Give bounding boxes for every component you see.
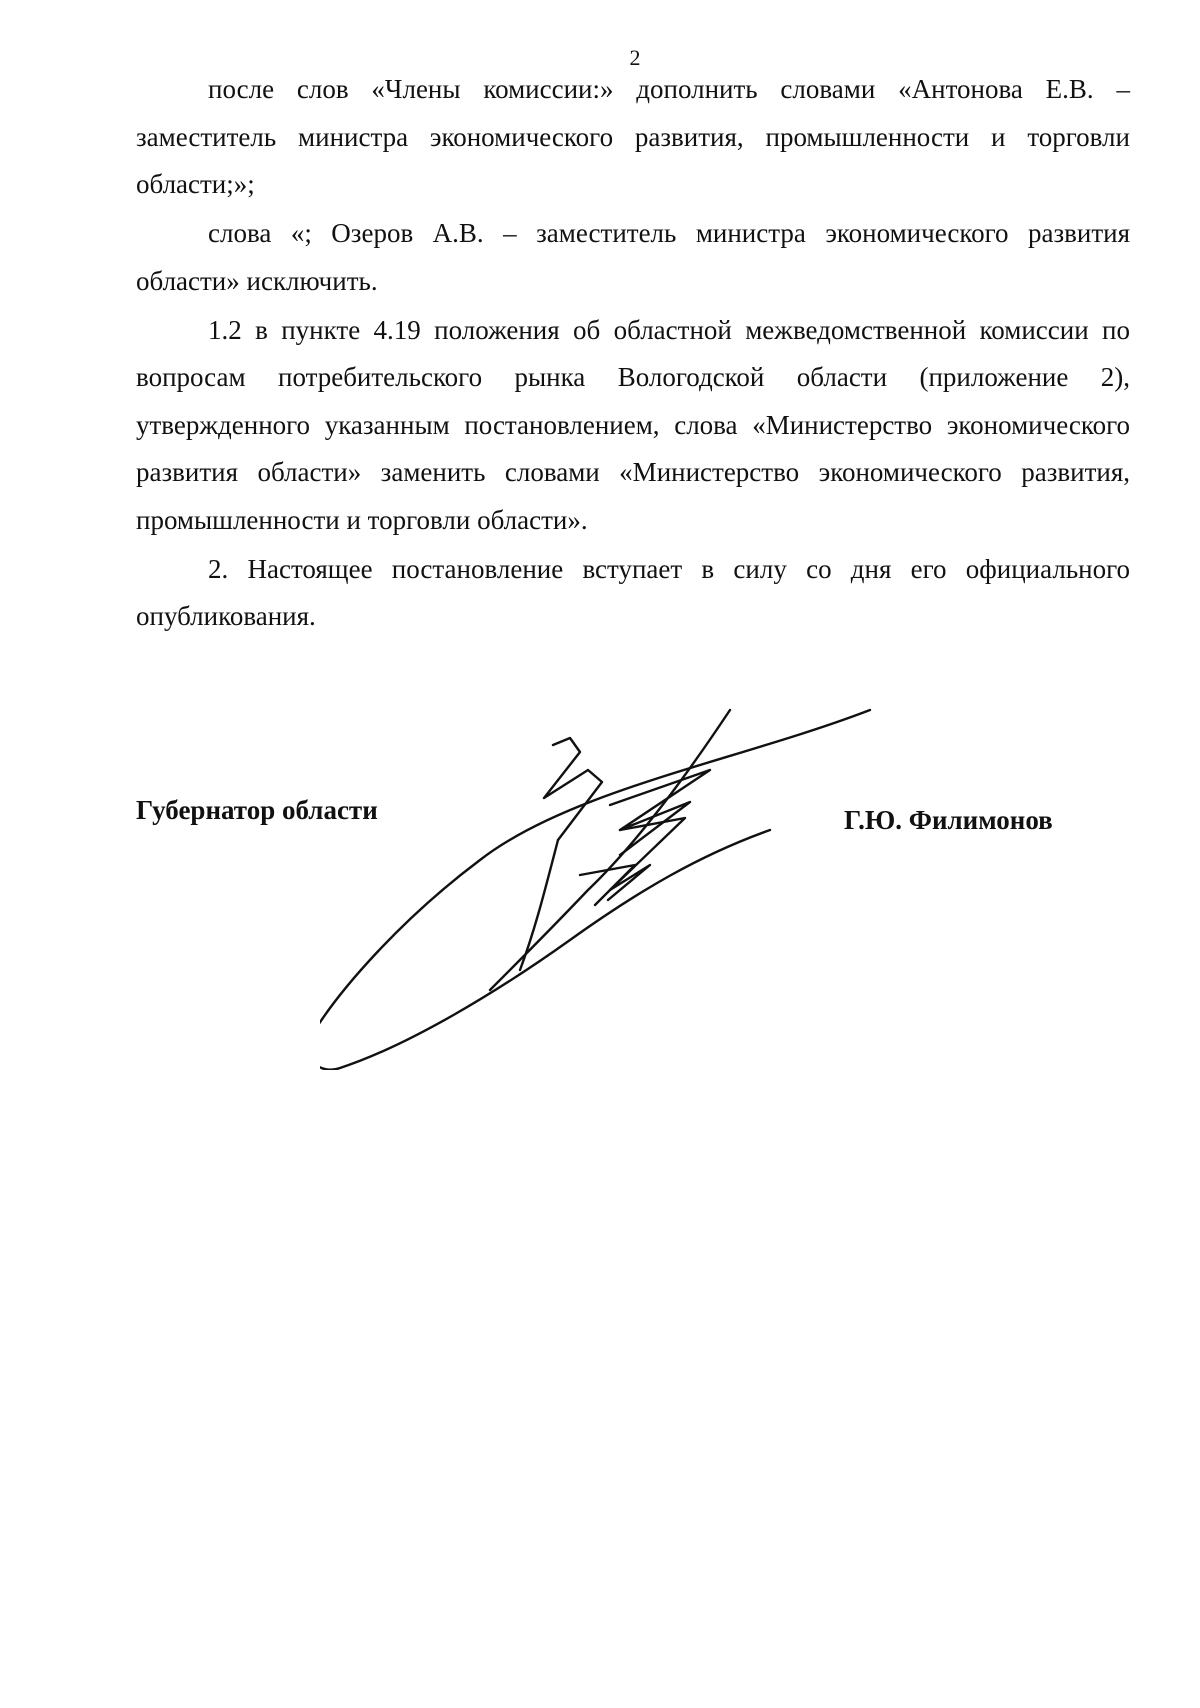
signatory-title: Губернатор области (136, 795, 378, 825)
document-body (136, 66, 1130, 641)
handwritten-signature-icon (320, 690, 880, 1070)
signatory-name: Г.Ю. Филимонов (844, 805, 1053, 835)
paragraph-1: после слов «Члены комиссии:» дополнить словами «Антонова Е.В. – заместитель министра экономического развития, промышленности и торговли области;»; (136, 74, 1130, 199)
page-number: 2 (629, 45, 641, 70)
paragraph-3: 1.2 в пункте 4.19 положения об областной межведомственной комиссии по вопросам потребительского рынка Вологодской области (приложение 2), утвержденного указанным постановлением, слова «Министерство экономического развития области» заменить словами «Министерство экономического развития, промышленности и торговли области». (136, 314, 1130, 535)
paragraph-4: 2. Настоящее постановление вступает в силу со дня его официального опубликования. (136, 553, 1130, 631)
paragraph-2: слова «; Озеров А.В. – заместитель министра экономического развития области» исключить. (136, 218, 1130, 296)
signature-block (136, 792, 1130, 835)
